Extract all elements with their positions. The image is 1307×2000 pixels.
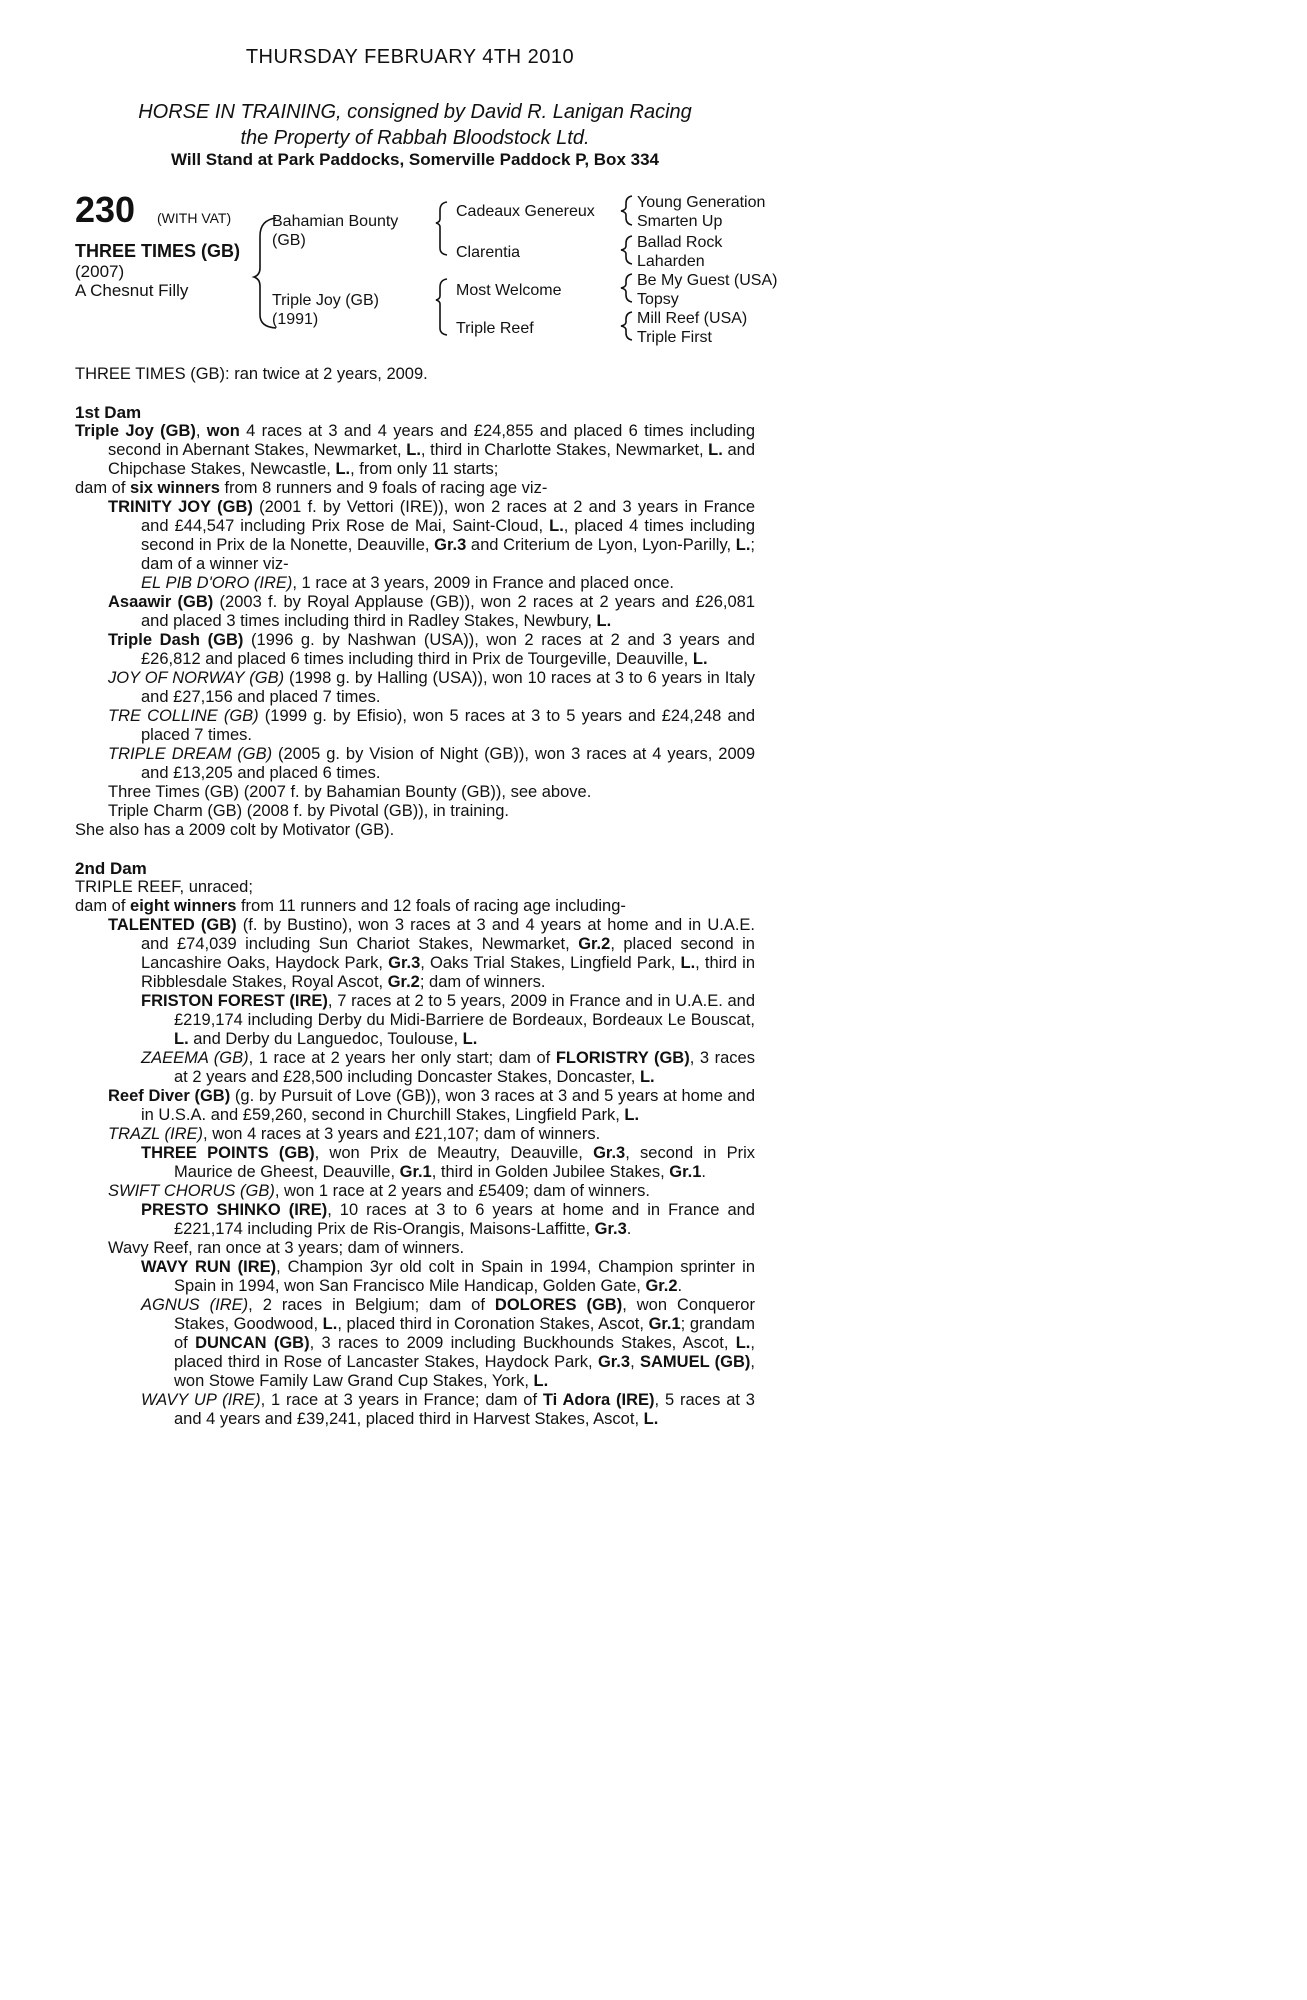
bold-text: L.: [624, 1106, 640, 1124]
entry-text: , won Prix de Meautry, Deauville,: [314, 1144, 594, 1162]
lot-number: 230: [75, 189, 136, 230]
pedigree-entry: [75, 802, 755, 821]
bold-text: L.: [322, 1315, 338, 1333]
pedigree-entry: [75, 1125, 755, 1144]
consignor-line: HORSE IN TRAINING, consigned by David R. Lanigan Racing: [138, 101, 692, 123]
entry-text: dam of: [75, 479, 131, 497]
entry-text: , 3 races at 2 years and £28,500 including Doncaster Stakes, Doncaster,: [174, 1049, 755, 1086]
entry-text: ,: [195, 422, 207, 440]
entry-text: , placed third in Rose of Lancaster Stakes, Haydock Park,: [174, 1334, 755, 1371]
entry-text: (1996 g. by Nashwan (USA)), won 2 races at 2 and 3 years and £26,812 and placed 6 times including third in Prix de Tourgeville, Deauville,: [141, 631, 755, 668]
entry-text: .: [626, 1220, 632, 1238]
bold-text: Ti Adora (IRE): [542, 1391, 655, 1409]
spacer: [75, 840, 755, 859]
bold-text: Gr.1: [648, 1315, 681, 1333]
bold-text: L.: [174, 1030, 189, 1048]
sire-dam: Clarentia: [456, 244, 521, 261]
sire-sire-sire: Young Generation: [637, 194, 766, 211]
entry-text: (2005 g. by Vision of Night (GB)), won 3 races at 4 years, 2009 and £13,205 and placed 6 times.: [141, 745, 755, 782]
horse-description: A Chesnut Filly: [75, 281, 189, 300]
entry-text: , third in Golden Jubilee Stakes,: [431, 1163, 670, 1181]
pedigree-entry: [75, 1087, 755, 1125]
pedigree-entry: [75, 707, 755, 745]
bold-text: 2nd Dam: [75, 859, 147, 878]
entry-text: and Chipchase Stakes, Newcastle,: [108, 441, 755, 478]
owner-line: the Property of Rabbah Bloodstock Ltd.: [240, 127, 590, 149]
produce-record: [75, 403, 755, 1429]
entry-text: ,: [630, 1353, 640, 1371]
pedigree-entry: [75, 669, 755, 707]
bold-text: TALENTED (GB): [108, 916, 237, 934]
entry-text: , 5 races at 3 and 4 years and £39,241, placed third in Harvest Stakes, Ascot,: [174, 1391, 755, 1428]
entry-text: , placed third in Coronation Stakes, Ascot,: [337, 1315, 649, 1333]
stabling-line: Will Stand at Park Paddocks, Somerville Paddock P, Box 334: [170, 150, 659, 169]
bold-text: Gr.3: [388, 954, 421, 972]
entry-text: (1999 g. by Efisio), won 5 races at 3 to 5 years and £24,248 and placed 7 times.: [141, 707, 756, 744]
entry-text: Three Times (GB) (2007 f. by Bahamian Bounty (GB)), see above.: [108, 783, 592, 801]
section-heading: [75, 403, 755, 422]
bold-text: DOLORES (GB): [494, 1296, 623, 1314]
italic-text: WAVY UP (IRE): [141, 1391, 261, 1409]
entry-text: , won 1 race at 2 years and £5409; dam of winners.: [274, 1182, 650, 1200]
italic-text: AGNUS (IRE): [141, 1296, 249, 1314]
pedigree-entry: [75, 631, 755, 669]
bold-text: Triple Dash (GB): [108, 631, 244, 649]
bold-text: L.: [680, 954, 696, 972]
entry-text: ; dam of a winner viz-: [141, 536, 755, 573]
bold-text: Reef Diver (GB): [108, 1087, 231, 1105]
pedigree-entry: [75, 593, 755, 631]
entry-text: , from only 11 starts;: [350, 460, 499, 478]
entry-text: , placed second in Lancashire Oaks, Haydock Park,: [141, 935, 755, 972]
bold-text: six winners: [130, 479, 220, 497]
pedigree-entry: [75, 1296, 755, 1391]
pedigree-entry: [75, 1258, 755, 1296]
sire-name: Bahamian Bounty: [272, 213, 399, 230]
entry-text: .: [701, 1163, 706, 1181]
italic-text: SWIFT CHORUS (GB): [108, 1182, 275, 1200]
pedigree-entry: [75, 783, 755, 802]
entry-text: She also has a 2009 colt by Motivator (GB).: [75, 821, 395, 839]
entry-text: ; grandam of: [174, 1315, 756, 1352]
sire-dam-sire: Ballad Rock: [637, 234, 723, 251]
bold-text: L.: [692, 650, 708, 668]
bold-text: THREE POINTS (GB): [141, 1144, 315, 1162]
entry-text: and Derby du Languedoc, Toulouse,: [188, 1030, 463, 1048]
bold-text: L.: [735, 1334, 751, 1352]
entry-text: dam of: [75, 897, 131, 915]
bold-text: L.: [708, 441, 723, 459]
horse-year: (2007): [75, 262, 125, 281]
italic-text: TRAZL (IRE): [108, 1125, 204, 1143]
dam-name: Triple Joy (GB): [272, 292, 379, 309]
bold-text: Gr.3: [593, 1144, 626, 1162]
bold-text: Triple Joy (GB): [75, 422, 196, 440]
bold-text: Gr.2: [645, 1277, 678, 1295]
section-heading: [75, 859, 755, 878]
pedigree-entry: [75, 916, 755, 992]
italic-text: JOY OF NORWAY (GB): [108, 669, 285, 687]
entry-text: , 1 race at 3 years in France; dam of: [260, 1391, 543, 1409]
bold-text: Gr.2: [387, 973, 420, 991]
pedigree-entry: [75, 1049, 755, 1087]
bold-text: Gr.3: [597, 1353, 631, 1371]
pedigree-entry: [75, 1201, 755, 1239]
bold-text: L.: [406, 441, 421, 459]
horse-name: THREE TIMES (GB): [75, 241, 240, 261]
pedigree-entry: [75, 1144, 755, 1182]
entry-text: (1998 g. by Halling (USA)), won 10 races at 3 to 6 years in Italy and £27,156 and placed 7 times.: [141, 669, 755, 706]
italic-text: ZAEEMA (GB): [141, 1049, 249, 1067]
pedigree-entry: [75, 498, 755, 574]
entry-text: , 10 races at 3 to 6 years at home and in France and £221,174 including Prix de Ris-Orangis, Maisons-Laffitte,: [174, 1201, 755, 1238]
bold-text: L.: [596, 612, 612, 630]
entry-text: , 3 races to 2009 including Buckhounds Stakes, Ascot,: [309, 1334, 736, 1352]
race-record-summary: THREE TIMES (GB): ran twice at 2 years, 2009.: [75, 365, 428, 383]
italic-text: TRIPLE DREAM (GB): [108, 745, 273, 763]
pedigree-entry: [75, 745, 755, 783]
entry-text: , third in Charlotte Stakes, Newmarket,: [420, 441, 709, 459]
bold-text: L.: [335, 460, 351, 478]
sire-sire-dam: Smarten Up: [637, 213, 723, 230]
italic-text: TRE COLLINE (GB): [108, 707, 259, 725]
italic-text: EL PIB D'ORO (IRE): [141, 574, 293, 592]
bold-text: FLORISTRY (GB): [555, 1049, 690, 1067]
sire-country: (GB): [272, 232, 306, 249]
entry-text: , 2 races in Belgium; dam of: [248, 1296, 495, 1314]
bold-text: Asaawir (GB): [108, 593, 214, 611]
entry-text: , won Conqueror Stakes, Goodwood,: [174, 1296, 755, 1333]
bold-text: L.: [735, 536, 751, 554]
dam-dam: Triple Reef: [456, 320, 534, 337]
bold-text: L.: [533, 1372, 549, 1390]
bold-text: FRISTON FOREST (IRE): [141, 992, 328, 1010]
bold-text: eight winners: [130, 897, 237, 915]
entry-text: Wavy Reef, ran once at 3 years; dam of winners.: [108, 1239, 465, 1257]
pedigree-entry: [75, 574, 755, 593]
pedigree-entry: [75, 1182, 755, 1201]
entry-text: 4 races at 3 and 4 years and £24,855 and placed 6 times including second in Abernant Stakes, Newmarket,: [108, 422, 756, 459]
entry-text: (2001 f. by Vettori (IRE)), won 2 races at 2 and 3 years in France and £44,547 including Prix Rose de Mai, Saint-Cloud,: [141, 498, 755, 535]
entry-text: , Oaks Trial Stakes, Lingfield Park,: [420, 954, 681, 972]
entry-text: (2003 f. by Royal Applause (GB)), won 2 races at 2 years and £26,081 and placed 3 times including third in Radley Stakes, Newbury,: [141, 593, 756, 630]
bold-text: Gr.3: [594, 1220, 627, 1238]
dam-dam-dam: Triple First: [637, 329, 712, 346]
entry-text: (f. by Bustino), won 3 races at 3 and 4 years at home and in U.A.E. and £74,039 including Sun Chariot Stakes, Newmarket,: [141, 916, 756, 953]
sire-sire: Cadeaux Genereux: [456, 203, 595, 220]
entry-text: , placed 4 times including second in Prix de la Nonette, Deauville,: [141, 517, 755, 554]
entry-text: , 1 race at 3 years, 2009 in France and placed once.: [292, 574, 674, 592]
entry-text: , 7 races at 2 to 5 years, 2009 in France and in U.A.E. and £219,174 including Derby du Midi-Barriere de Bordeaux, Bordeaux Le Bouscat,: [174, 992, 756, 1029]
bold-text: SAMUEL (GB): [639, 1353, 751, 1371]
entry-text: , won 4 races at 3 years and £21,107; dam of winners.: [203, 1125, 601, 1143]
entry-text: , 1 race at 2 years her only start; dam of: [248, 1049, 556, 1067]
pedigree-entry: [75, 479, 755, 498]
dam-sire: Most Welcome: [456, 282, 562, 299]
pedigree-entry: [75, 821, 755, 840]
sire-dam-dam: Laharden: [637, 253, 705, 270]
entry-text: .: [677, 1277, 683, 1295]
entry-text: , won Stowe Family Law Grand Cup Stakes, York,: [174, 1353, 756, 1390]
sale-date: THURSDAY FEBRUARY 4TH 2010: [245, 46, 575, 68]
bold-text: Gr.1: [669, 1163, 702, 1181]
pedigree-entry: [75, 878, 755, 897]
bold-text: PRESTO SHINKO (IRE): [141, 1201, 328, 1219]
pedigree-entry: [75, 897, 755, 916]
bold-text: L.: [549, 517, 564, 535]
dam-sire-sire: Be My Guest (USA): [637, 272, 778, 289]
bold-text: WAVY RUN (IRE): [141, 1258, 277, 1276]
vat-note: (WITH VAT): [157, 210, 232, 226]
pedigree-entry: [75, 422, 755, 479]
bold-text: 1st Dam: [75, 403, 142, 422]
entry-text: , Champion 3yr old colt in Spain in 1994, Champion sprinter in Spain in 1994, won San Francisco Mile Handicap, Golden Gate,: [174, 1258, 755, 1295]
entry-text: (g. by Pursuit of Love (GB)), won 3 races at 3 and 5 years at home and in U.S.A. and £59,260, second in Churchill Stakes, Lingfield Park,: [141, 1087, 755, 1124]
entry-text: , third in Ribblesdale Stakes, Royal Ascot,: [141, 954, 755, 991]
bold-text: L.: [639, 1068, 655, 1086]
bold-text: won: [206, 422, 240, 440]
entry-text: and Criterium de Lyon, Lyon-Parilly,: [466, 536, 736, 554]
bold-text: TRINITY JOY (GB): [108, 498, 253, 516]
entry-text: from 8 runners and 9 foals of racing age viz-: [219, 479, 548, 497]
entry-text: from 11 runners and 12 foals of racing age including-: [236, 897, 626, 915]
pedigree-entry: [75, 1239, 755, 1258]
bold-text: Gr.2: [578, 935, 611, 953]
entry-text: , second in Prix Maurice de Gheest, Deauville,: [174, 1144, 755, 1181]
bold-text: Gr.1: [399, 1163, 432, 1181]
dam-year: (1991): [272, 311, 319, 328]
bold-text: DUNCAN (GB): [195, 1334, 310, 1352]
bold-text: L.: [643, 1410, 659, 1428]
entry-text: ; dam of winners.: [419, 973, 546, 991]
entry-text: Triple Charm (GB) (2008 f. by Pivotal (GB)), in training.: [108, 802, 510, 820]
dam-sire-dam: Topsy: [637, 291, 679, 308]
bold-text: L.: [462, 1030, 478, 1048]
pedigree-entry: [75, 1391, 755, 1429]
dam-dam-sire: Mill Reef (USA): [637, 310, 748, 327]
entry-text: TRIPLE REEF, unraced;: [75, 878, 253, 896]
pedigree-entry: [75, 992, 755, 1049]
bold-text: Gr.3: [434, 536, 467, 554]
